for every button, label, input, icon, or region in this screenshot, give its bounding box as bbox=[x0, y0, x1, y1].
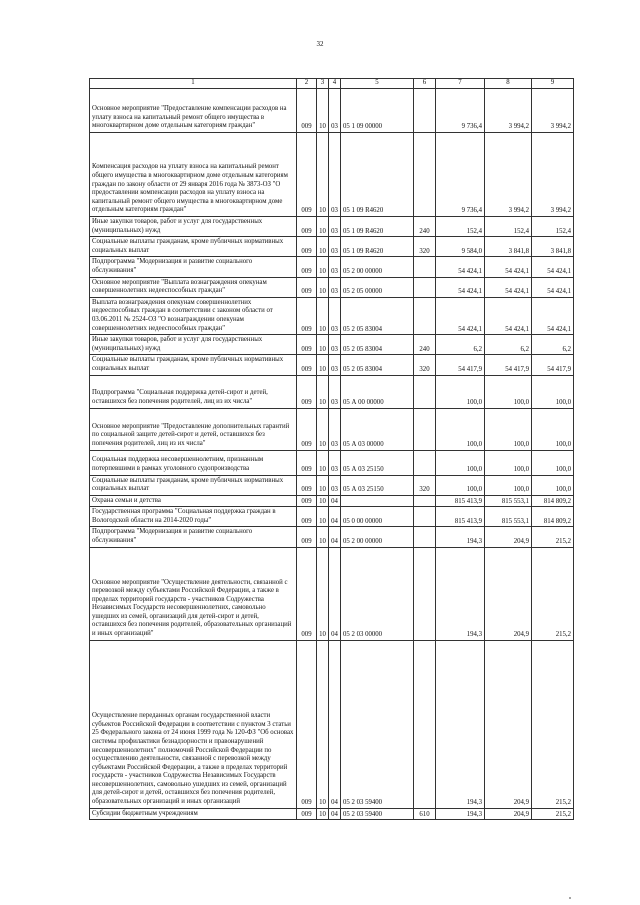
cell-amount-1: 54 417,9 bbox=[436, 355, 485, 375]
cell-amount-1: 100,0 bbox=[436, 475, 485, 495]
cell-name: Социальные выплаты гражданам, кроме публичных нормативных социальных выплат bbox=[90, 355, 297, 375]
table-row bbox=[90, 527, 574, 547]
cell-name: Основное мероприятие "Предоставление дополнительных гарантий по социальной защите детей-сирот и детей, оставшихся без попечения родителей, лиц из их числа" bbox=[90, 408, 297, 450]
cell-amount-1: 194,3 bbox=[436, 527, 485, 547]
cell-target-article: 05 2 03 59400 bbox=[341, 640, 414, 808]
cell-amount-2: 6,2 bbox=[485, 335, 532, 355]
table-row bbox=[90, 335, 574, 355]
table-row bbox=[90, 450, 574, 475]
cell-admin-code: 009 bbox=[297, 297, 317, 334]
cell-target-article: 05 1 09 R4620 bbox=[341, 217, 414, 237]
cell-section: 10 bbox=[317, 450, 329, 475]
cell-subsection: 03 bbox=[329, 89, 341, 133]
cell-name: Социальная поддержка несовершеннолетним, признанным потерпевшими в рамках уголовного судопроизводства bbox=[90, 450, 297, 475]
table-row bbox=[90, 408, 574, 450]
cell-name: Субсидии бюджетным учреждениям bbox=[90, 808, 297, 820]
table-row bbox=[90, 355, 574, 375]
cell-section: 10 bbox=[317, 495, 329, 507]
cell-amount-3: 100,0 bbox=[532, 475, 574, 495]
cell-amount-1: 194,3 bbox=[436, 547, 485, 640]
cell-subsection: 03 bbox=[329, 277, 341, 297]
cell-target-article: 05 2 00 00000 bbox=[341, 257, 414, 277]
cell-amount-2: 815 553,1 bbox=[485, 507, 532, 527]
cell-expense-type bbox=[414, 257, 436, 277]
cell-amount-2: 54 424,1 bbox=[485, 257, 532, 277]
table-row bbox=[90, 475, 574, 495]
cell-subsection: 03 bbox=[329, 408, 341, 450]
cell-amount-3: 215,2 bbox=[532, 527, 574, 547]
cell-amount-1: 9 584,0 bbox=[436, 237, 485, 257]
cell-amount-2: 3 994,2 bbox=[485, 89, 532, 133]
cell-amount-2: 152,4 bbox=[485, 217, 532, 237]
cell-subsection: 03 bbox=[329, 450, 341, 475]
cell-amount-3: 100,0 bbox=[532, 450, 574, 475]
cell-name: Социальные выплаты гражданам, кроме публичных нормативных социальных выплат bbox=[90, 237, 297, 257]
table-row bbox=[90, 217, 574, 237]
cell-name: Основное мероприятие "Предоставление компенсации расходов на уплату взноса на капитальный ремонт общего имущества в многоквартирном доме отдельным категориям граждан" bbox=[90, 89, 297, 133]
cell-amount-3: 54 417,9 bbox=[532, 355, 574, 375]
cell-admin-code: 009 bbox=[297, 808, 317, 820]
cell-amount-1: 9 736,4 bbox=[436, 89, 485, 133]
cell-admin-code: 009 bbox=[297, 450, 317, 475]
cell-amount-3: 100,0 bbox=[532, 375, 574, 408]
cell-subsection: 04 bbox=[329, 527, 341, 547]
cell-subsection: 03 bbox=[329, 355, 341, 375]
cell-amount-2: 204,9 bbox=[485, 640, 532, 808]
cell-subsection: 03 bbox=[329, 237, 341, 257]
cell-amount-1: 54 424,1 bbox=[436, 277, 485, 297]
cell-section: 10 bbox=[317, 355, 329, 375]
cell-amount-3: 814 809,2 bbox=[532, 495, 574, 507]
header-cell: 3 bbox=[317, 79, 329, 89]
cell-admin-code: 009 bbox=[297, 133, 317, 217]
cell-amount-2: 204,9 bbox=[485, 527, 532, 547]
cell-admin-code: 009 bbox=[297, 495, 317, 507]
cell-amount-3: 152,4 bbox=[532, 217, 574, 237]
cell-amount-3: 6,2 bbox=[532, 335, 574, 355]
cell-expense-type bbox=[414, 277, 436, 297]
cell-subsection: 03 bbox=[329, 375, 341, 408]
table-row bbox=[90, 375, 574, 408]
header-cell: 4 bbox=[329, 79, 341, 89]
table-row bbox=[90, 507, 574, 527]
page-number: 32 bbox=[316, 40, 324, 48]
cell-expense-type bbox=[414, 527, 436, 547]
cell-admin-code: 009 bbox=[297, 507, 317, 527]
header-cell: 1 bbox=[90, 79, 297, 89]
cell-subsection: 04 bbox=[329, 495, 341, 507]
cell-admin-code: 009 bbox=[297, 237, 317, 257]
cell-section: 10 bbox=[317, 133, 329, 217]
cell-target-article: 05 0 00 00000 bbox=[341, 507, 414, 527]
table-row bbox=[90, 495, 574, 507]
cell-subsection: 03 bbox=[329, 217, 341, 237]
cell-target-article: 05 2 00 00000 bbox=[341, 527, 414, 547]
cell-expense-type: 240 bbox=[414, 217, 436, 237]
cell-target-article: 05 2 05 83004 bbox=[341, 297, 414, 334]
cell-amount-3: 54 424,1 bbox=[532, 257, 574, 277]
cell-expense-type: 240 bbox=[414, 335, 436, 355]
cell-subsection: 03 bbox=[329, 475, 341, 495]
cell-section: 10 bbox=[317, 375, 329, 408]
cell-target-article: 05 2 03 59400 bbox=[341, 808, 414, 820]
cell-subsection: 03 bbox=[329, 297, 341, 334]
cell-section: 10 bbox=[317, 475, 329, 495]
table-row bbox=[90, 640, 574, 808]
table-row bbox=[90, 547, 574, 640]
cell-target-article: 05 1 09 R4620 bbox=[341, 237, 414, 257]
cell-name: Подпрограмма "Социальная поддержка детей-сирот и детей, оставшихся без попечения родителей, лиц из их числа" bbox=[90, 375, 297, 408]
cell-subsection: 04 bbox=[329, 507, 341, 527]
cell-admin-code: 009 bbox=[297, 277, 317, 297]
cell-expense-type bbox=[414, 495, 436, 507]
cell-subsection: 04 bbox=[329, 640, 341, 808]
cell-name: Компенсация расходов на уплату взноса на капитальный ремонт общего имущества в многоквартирном доме отдельным категориям граждан по закону области от 29 января 2016 года № 3873-ОЗ "О предоставлении компенсации расходов на уплату взноса на капитальный ремонт общего имущества в многоквартирном доме отдельным категориям граждан" bbox=[90, 133, 297, 217]
cell-expense-type: 320 bbox=[414, 355, 436, 375]
cell-subsection: 04 bbox=[329, 547, 341, 640]
cell-section: 10 bbox=[317, 297, 329, 334]
cell-target-article: 05 А 03 25150 bbox=[341, 450, 414, 475]
table-row bbox=[90, 133, 574, 217]
header-cell: 5 bbox=[341, 79, 414, 89]
cell-target-article bbox=[341, 495, 414, 507]
cell-target-article: 05 1 09 00000 bbox=[341, 89, 414, 133]
cell-section: 10 bbox=[317, 507, 329, 527]
cell-admin-code: 009 bbox=[297, 375, 317, 408]
cell-amount-2: 3 841,8 bbox=[485, 237, 532, 257]
cell-amount-1: 54 424,1 bbox=[436, 257, 485, 277]
cell-amount-2: 204,9 bbox=[485, 808, 532, 820]
cell-target-article: 05 А 00 00000 bbox=[341, 375, 414, 408]
cell-name: Осуществление переданных органам государственной власти субъектов Российской Федерации в соответствии с пунктом 3 статьи 25 Федерального закона от 24 июня 1999 года № 120-ФЗ "Об основах системы профилактики безнадзорности и правонарушений несовершеннолетних" полномочий Российской Федерации по осуществлению деятельности, связанной с перевозкой между субъектами Российской Федерации, а также в пределах территорий государств - участников Содружества Независимых Государств несовершеннолетних, самовольно ушедших из семей, организаций для детей-сирот и детей, оставшихся без попечения родителей, образовательных организаций и иных организаций bbox=[90, 640, 297, 808]
cell-expense-type bbox=[414, 507, 436, 527]
cell-expense-type bbox=[414, 89, 436, 133]
cell-expense-type: 320 bbox=[414, 475, 436, 495]
cell-subsection: 03 bbox=[329, 133, 341, 217]
cell-amount-3: 215,2 bbox=[532, 640, 574, 808]
cell-admin-code: 009 bbox=[297, 408, 317, 450]
cell-expense-type bbox=[414, 640, 436, 808]
cell-name: Подпрограмма "Модернизация и развитие социального обслуживания" bbox=[90, 527, 297, 547]
cell-amount-3: 3 841,8 bbox=[532, 237, 574, 257]
cell-subsection: 03 bbox=[329, 257, 341, 277]
cell-section: 10 bbox=[317, 89, 329, 133]
header-cell: 7 bbox=[436, 79, 485, 89]
cell-section: 10 bbox=[317, 547, 329, 640]
cell-amount-1: 100,0 bbox=[436, 450, 485, 475]
cell-target-article: 05 1 09 R4620 bbox=[341, 133, 414, 217]
cell-amount-1: 194,3 bbox=[436, 640, 485, 808]
cell-admin-code: 009 bbox=[297, 547, 317, 640]
table-row bbox=[90, 297, 574, 334]
cell-amount-1: 100,0 bbox=[436, 375, 485, 408]
table-row bbox=[90, 257, 574, 277]
cell-amount-3: 100,0 bbox=[532, 408, 574, 450]
cell-target-article: 05 2 03 00000 bbox=[341, 547, 414, 640]
cell-amount-3: 215,2 bbox=[532, 547, 574, 640]
cell-amount-2: 100,0 bbox=[485, 475, 532, 495]
cell-amount-3: 3 994,2 bbox=[532, 133, 574, 217]
cell-admin-code: 009 bbox=[297, 335, 317, 355]
cell-amount-2: 204,9 bbox=[485, 547, 532, 640]
cell-amount-3: 54 424,1 bbox=[532, 277, 574, 297]
cell-name: Основное мероприятие "Выплата вознаграждения опекунам совершеннолетних недееспособных граждан" bbox=[90, 277, 297, 297]
cell-expense-type bbox=[414, 375, 436, 408]
cell-amount-2: 815 553,1 bbox=[485, 495, 532, 507]
cell-amount-2: 3 994,2 bbox=[485, 133, 532, 217]
cell-amount-2: 54 417,9 bbox=[485, 355, 532, 375]
scan-mark bbox=[569, 897, 571, 899]
cell-expense-type: 610 bbox=[414, 808, 436, 820]
cell-target-article: 05 2 05 00000 bbox=[341, 277, 414, 297]
cell-expense-type bbox=[414, 297, 436, 334]
cell-name: Выплата вознаграждения опекунам совершеннолетних недееспособных граждан в соответствии с законом области от 03.06.2011 № 2524-ОЗ "О вознаграждении опекунам совершеннолетних недееспособных граждан" bbox=[90, 297, 297, 334]
cell-subsection: 04 bbox=[329, 808, 341, 820]
cell-amount-2: 100,0 bbox=[485, 408, 532, 450]
table-header-row bbox=[90, 79, 574, 89]
header-cell: 8 bbox=[485, 79, 532, 89]
cell-admin-code: 009 bbox=[297, 527, 317, 547]
header-cell: 9 bbox=[532, 79, 574, 89]
cell-name: Социальные выплаты гражданам, кроме публичных нормативных социальных выплат bbox=[90, 475, 297, 495]
cell-amount-3: 215,2 bbox=[532, 808, 574, 820]
cell-target-article: 05 2 05 83004 bbox=[341, 355, 414, 375]
cell-admin-code: 009 bbox=[297, 355, 317, 375]
cell-section: 10 bbox=[317, 640, 329, 808]
budget-table bbox=[89, 78, 574, 820]
table-row bbox=[90, 237, 574, 257]
cell-amount-3: 814 809,2 bbox=[532, 507, 574, 527]
cell-target-article: 05 А 03 00000 bbox=[341, 408, 414, 450]
cell-expense-type bbox=[414, 547, 436, 640]
cell-amount-1: 152,4 bbox=[436, 217, 485, 237]
cell-name: Подпрограмма "Модернизация и развитие социального обслуживания" bbox=[90, 257, 297, 277]
cell-amount-3: 3 994,2 bbox=[532, 89, 574, 133]
cell-amount-1: 100,0 bbox=[436, 408, 485, 450]
cell-section: 10 bbox=[317, 217, 329, 237]
cell-admin-code: 009 bbox=[297, 89, 317, 133]
cell-amount-1: 6,2 bbox=[436, 335, 485, 355]
table-row bbox=[90, 89, 574, 133]
cell-amount-1: 194,3 bbox=[436, 808, 485, 820]
table-row bbox=[90, 808, 574, 820]
cell-target-article: 05 2 05 83004 bbox=[341, 335, 414, 355]
cell-section: 10 bbox=[317, 257, 329, 277]
cell-name: Государственная программа "Социальная поддержка граждан в Вологодской области на 2014-2020 годы" bbox=[90, 507, 297, 527]
cell-section: 10 bbox=[317, 408, 329, 450]
cell-admin-code: 009 bbox=[297, 640, 317, 808]
cell-admin-code: 009 bbox=[297, 217, 317, 237]
cell-name: Основное мероприятие "Осуществление деятельности, связанной с перевозкой между субъектами Российской Федерации, а также в пределах территорий государств - участников Содружества Независимых Государств несовершеннолетних, самовольно ушедших из семей, организаций для детей-сирот и детей, оставшихся без попечения родителей, образовательных организаций и иных организаций" bbox=[90, 547, 297, 640]
cell-section: 10 bbox=[317, 277, 329, 297]
cell-section: 10 bbox=[317, 527, 329, 547]
cell-admin-code: 009 bbox=[297, 475, 317, 495]
cell-name: Иные закупки товаров, работ и услуг для государственных (муниципальных) нужд bbox=[90, 217, 297, 237]
cell-amount-1: 54 424,1 bbox=[436, 297, 485, 334]
cell-amount-2: 100,0 bbox=[485, 375, 532, 408]
cell-amount-2: 54 424,1 bbox=[485, 297, 532, 334]
cell-amount-2: 54 424,1 bbox=[485, 277, 532, 297]
cell-target-article: 05 А 03 25150 bbox=[341, 475, 414, 495]
cell-amount-3: 54 424,1 bbox=[532, 297, 574, 334]
header-cell: 6 bbox=[414, 79, 436, 89]
cell-section: 10 bbox=[317, 237, 329, 257]
cell-amount-1: 815 413,9 bbox=[436, 495, 485, 507]
cell-section: 10 bbox=[317, 808, 329, 820]
table-row bbox=[90, 277, 574, 297]
cell-section: 10 bbox=[317, 335, 329, 355]
cell-expense-type bbox=[414, 133, 436, 217]
cell-amount-1: 9 736,4 bbox=[436, 133, 485, 217]
cell-expense-type: 320 bbox=[414, 237, 436, 257]
cell-expense-type bbox=[414, 408, 436, 450]
cell-name: Охрана семьи и детства bbox=[90, 495, 297, 507]
cell-amount-1: 815 413,9 bbox=[436, 507, 485, 527]
header-cell: 2 bbox=[297, 79, 317, 89]
cell-admin-code: 009 bbox=[297, 257, 317, 277]
cell-name: Иные закупки товаров, работ и услуг для государственных (муниципальных) нужд bbox=[90, 335, 297, 355]
cell-subsection: 03 bbox=[329, 335, 341, 355]
cell-expense-type bbox=[414, 450, 436, 475]
cell-amount-2: 100,0 bbox=[485, 450, 532, 475]
